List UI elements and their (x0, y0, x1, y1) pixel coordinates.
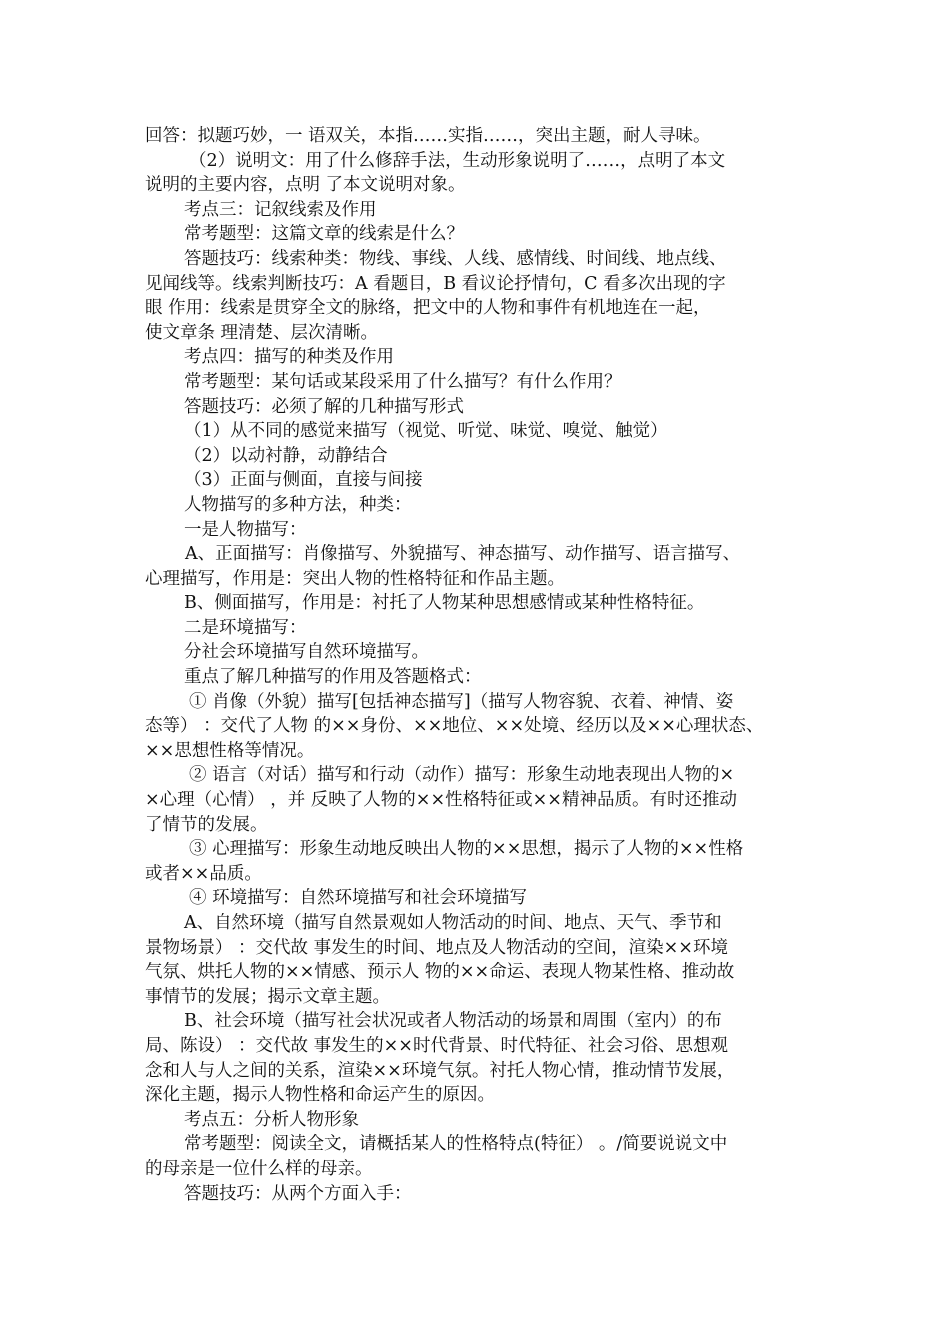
text-line: 分社会环境描写自然环境描写。 (184, 642, 429, 663)
text-line: 考点四：描写的种类及作用 (184, 347, 394, 368)
text-line: 重点了解几种描写的作用及答题格式： (184, 667, 482, 688)
document-body (145, 124, 825, 1206)
text-line: 眼 作用：线索是贯穿全文的脉络，把文中的人物和事件有机地连在一起， (145, 298, 711, 319)
text-line: ③ 心理描写：形象生动地反映出人物的××思想，揭示了人物的××性格 (189, 839, 744, 860)
text-line: 一是人物描写： (184, 519, 307, 540)
text-line: B、侧面描写，作用是：衬托了人物某种思想感情或某种性格特征。 (184, 593, 705, 614)
text-line: 说明的主要内容，点明 了本文说明对象。 (145, 175, 466, 196)
text-line: （1）从不同的感觉来描写（视觉、听觉、味觉、嗅觉、触觉） (184, 421, 668, 442)
text-line: ② 语言（对话）描写和行动（动作）描写：形象生动地表现出人物的× (189, 765, 735, 786)
text-line: 人物描写的多种方法，种类： (184, 494, 412, 515)
text-line: 局、陈设） ：交代故 事发生的××时代背景、时代特征、社会习俗、思想观 (145, 1035, 728, 1056)
text-line: 答题技巧：必须了解的几种描写形式 (184, 396, 464, 417)
text-line: 常考题型：某句话或某段采用了什么描写？有什么作用？ (184, 371, 622, 392)
text-line: ④ 环境描写：自然环境描写和社会环境描写 (189, 888, 528, 909)
text-line: 答题技巧：从两个方面入手： (184, 1183, 412, 1204)
text-line: 常考题型：阅读全文，请概括某人的性格特点(特征） 。/简要说说文中 (184, 1134, 728, 1155)
text-line: 考点五：分析人物形象 (184, 1109, 359, 1130)
text-line: （2）以动衬静，动静结合 (184, 445, 388, 466)
text-line: 考点三：记叙线索及作用 (184, 199, 377, 220)
text-line: 回答：拟题巧妙，一 语双关，本指……实指……，突出主题，耐人寻味。 (145, 126, 711, 146)
text-line: （2）说明文：用了什么修辞手法，生动形象说明了……，点明了本文 (189, 150, 726, 171)
text-line: 景物场景） ：交代故 事发生的时间、地点及人物活动的空间，渲染××环境 (145, 937, 728, 958)
text-line: 的母亲是一位什么样的母亲。 (145, 1158, 373, 1179)
text-line: 见闻线等。线索判断技巧：A 看题目，B 看议论抒情句，C 看多次出现的字 (145, 273, 726, 294)
text-line: ① 肖像（外貌）描写[包括神态描写]（描写人物容貌、衣着、神情、姿 (189, 691, 734, 712)
text-line: ×心理（心情） ，并 反映了人物的××性格特征或××精神品质。有时还推动 (145, 790, 737, 811)
text-line: 使文章条 理清楚、层次清晰。 (145, 322, 379, 343)
text-line: （3）正面与侧面，直接与间接 (184, 470, 423, 491)
text-line: A、正面描写：肖像描写、外貌描写、神态描写、动作描写、语言描写、 (185, 544, 741, 565)
text-line: 答题技巧：线索种类：物线、事线、人线、感情线、时间线、地点线、 (184, 248, 727, 269)
text-line: 二是环境描写： (184, 617, 307, 638)
text-line: A、自然环境（描写自然景观如人物活动的时间、地点、天气、季节和 (184, 913, 722, 933)
text-line: 深化主题，揭示人物性格和命运产生的原因。 (145, 1085, 495, 1106)
text-line: 常考题型：这篇文章的线索是什么？ (184, 224, 464, 245)
text-line: 或者××品质。 (145, 863, 262, 884)
text-line: 心理描写，作用是：突出人物的性格特征和作品主题。 (145, 568, 565, 589)
text-line: 态等） ：交代了人物 的××身份、××地位、××处境、经历以及××心理状态、 (145, 716, 764, 737)
text-line: 了情节的发展。 (145, 814, 268, 835)
text-line: B、社会环境（描写社会状况或者人物活动的场景和周围（室内）的布 (184, 1011, 722, 1032)
text-line: 念和人与人之间的关系，渲染××环境气氛。衬托人物心情，推动情节发展， (145, 1060, 735, 1081)
text-line: ××思想性格等情况。 (145, 740, 315, 761)
text-line: 事情节的发展；揭示文章主题。 (145, 986, 390, 1007)
text-line: 气氛、烘托人物的××情感、预示人 物的××命运、表现人物某性格、推动故 (145, 962, 735, 983)
